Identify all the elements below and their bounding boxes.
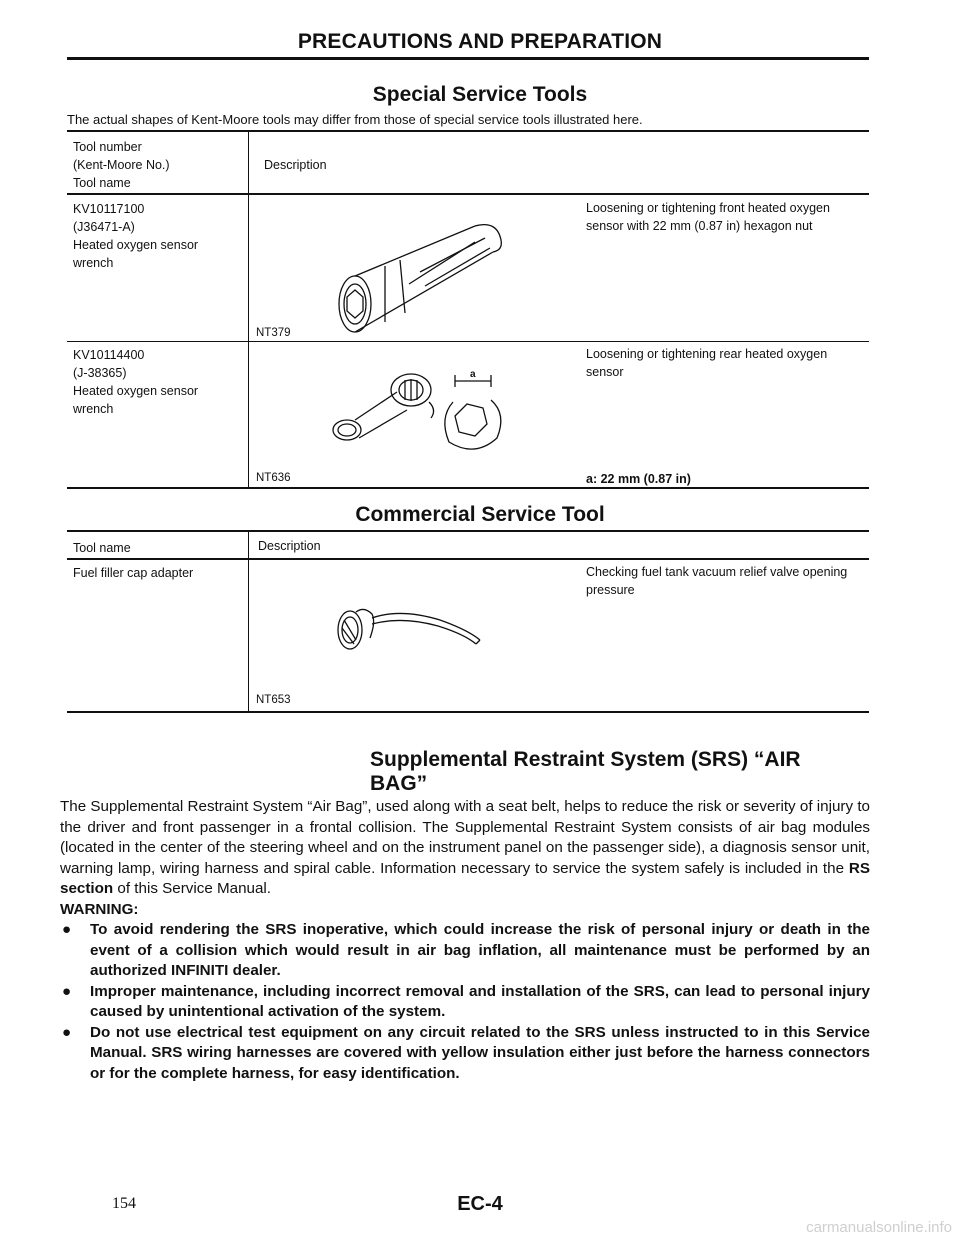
page-title: PRECAUTIONS AND PREPARATION — [297, 30, 663, 53]
figure-code-nt636: NT636 — [256, 472, 291, 484]
special-tools-header-rule — [67, 193, 869, 195]
special-tools-title: Special Service Tools — [372, 83, 588, 106]
dimension-label-a: a — [470, 369, 476, 380]
warning-text: Improper maintenance, including incorrect removal and installation of the SRS, can lead to personal injury caused by unintentional activation of the system. — [90, 982, 870, 1020]
tool-name-header: Tool name — [73, 541, 131, 555]
tool-row-2 — [73, 346, 198, 418]
bullet-icon: ● — [62, 1023, 72, 1041]
warning-item — [60, 920, 870, 982]
special-tools-column-divider — [248, 132, 249, 488]
tool-number: KV10117100 — [73, 202, 145, 216]
tool-header-line-2: (Kent-Moore No.) — [73, 158, 170, 172]
kent-moore-number: (J36471-A) — [73, 220, 135, 234]
fuel-filler-cap-adapter-illustration — [330, 592, 490, 656]
warning-text: To avoid rendering the SRS inoperative, which could increase the risk of personal injury or death in the event of a collision which would result in air bag inflation, all maintenance must be performed by an authorized INFINITI dealer. — [90, 921, 870, 979]
figure-code-nt653: NT653 — [256, 694, 291, 706]
tool-name: Heated oxygen sensor — [73, 384, 199, 398]
section-code: EC-4 — [457, 1193, 503, 1215]
figure-code-nt379: NT379 — [256, 327, 291, 339]
tool-header-line-3: Tool name — [73, 176, 131, 190]
commercial-tools-header-rule — [67, 558, 869, 560]
commercial-tools-title: Commercial Service Tool — [355, 503, 605, 526]
special-tools-intro: The actual shapes of Kent-Moore tools may differ from those of special service tools illustrated here. — [67, 112, 643, 127]
special-tools-bottom-rule — [67, 487, 869, 489]
commercial-tool-description: Checking fuel tank vacuum relief valve opening pressure — [586, 565, 848, 597]
srs-body — [60, 797, 870, 1084]
tool-name-cont: wrench — [73, 402, 114, 416]
srs-title — [370, 748, 801, 796]
bullet-icon: ● — [62, 921, 72, 938]
page-number: 154 — [112, 1195, 136, 1212]
header-rule — [67, 57, 869, 60]
tool-row-2-description: Loosening or tightening rear heated oxygen sensor — [586, 347, 828, 379]
bullet-icon: ● — [62, 982, 72, 1000]
warning-item — [60, 982, 870, 1023]
warning-list — [60, 920, 870, 1084]
oxygen-sensor-wrench-rear-illustration — [325, 362, 515, 467]
tool-name: Heated oxygen sensor — [73, 238, 199, 252]
kent-moore-number: (J-38365) — [73, 366, 127, 380]
special-tools-top-rule — [67, 130, 869, 132]
description-header: Description — [264, 158, 327, 172]
fuel-filler-cap-adapter-name: Fuel filler cap adapter — [73, 566, 194, 580]
warning-label: WARNING: — [60, 900, 139, 918]
warning-text: Do not use electrical test equipment on any circuit related to the SRS unless instructed to in this Service Manual. SRS wiring harnesses are covered with yellow insulation either just before the harness connectors or for the complete harness, for easy identification. — [90, 1023, 870, 1082]
srs-paragraph-main: The Supplemental Restraint System “Air Bag”, used along with a seat belt, helps to reduce the risk or severity of injury to the driver and front passenger in a frontal collision. The Supplemental Restraint System consists of air bag modules (located in the center of the steering wheel and on the instrument panel on the passenger side), a diagnosis sensor unit, warning lamp, wiring harness and spiral cable. Information necessary to service the system safely is included in the — [60, 798, 870, 877]
tool-name-cont: wrench — [73, 256, 114, 270]
special-tools-row-1-rule — [67, 341, 869, 342]
commercial-tools-top-rule — [67, 530, 869, 532]
commercial-tools-bottom-rule — [67, 711, 869, 713]
watermark: carmanualsonline.info — [806, 1219, 952, 1236]
rs-section-reference: RS section — [60, 859, 870, 897]
srs-title-line-2: BAG” — [370, 772, 428, 795]
tool-number: KV10114400 — [73, 348, 145, 362]
srs-paragraph — [60, 797, 870, 900]
srs-paragraph-end: of this Service Manual. — [113, 880, 272, 897]
tool-header-line-1: Tool number — [73, 140, 142, 154]
tool-number-header — [73, 138, 170, 192]
tool-row-1-description: Loosening or tightening front heated oxygen sensor with 22 mm (0.87 in) hexagon nut — [586, 201, 830, 233]
srs-title-line-1: Supplemental Restraint System (SRS) “AIR — [370, 748, 801, 771]
oxygen-sensor-wrench-front-illustration — [325, 212, 525, 340]
tool-row-1 — [73, 200, 198, 272]
commercial-description-header: Description — [258, 539, 321, 553]
warning-item — [60, 1023, 870, 1085]
dimension-note: a: 22 mm (0.87 in) — [586, 472, 691, 486]
